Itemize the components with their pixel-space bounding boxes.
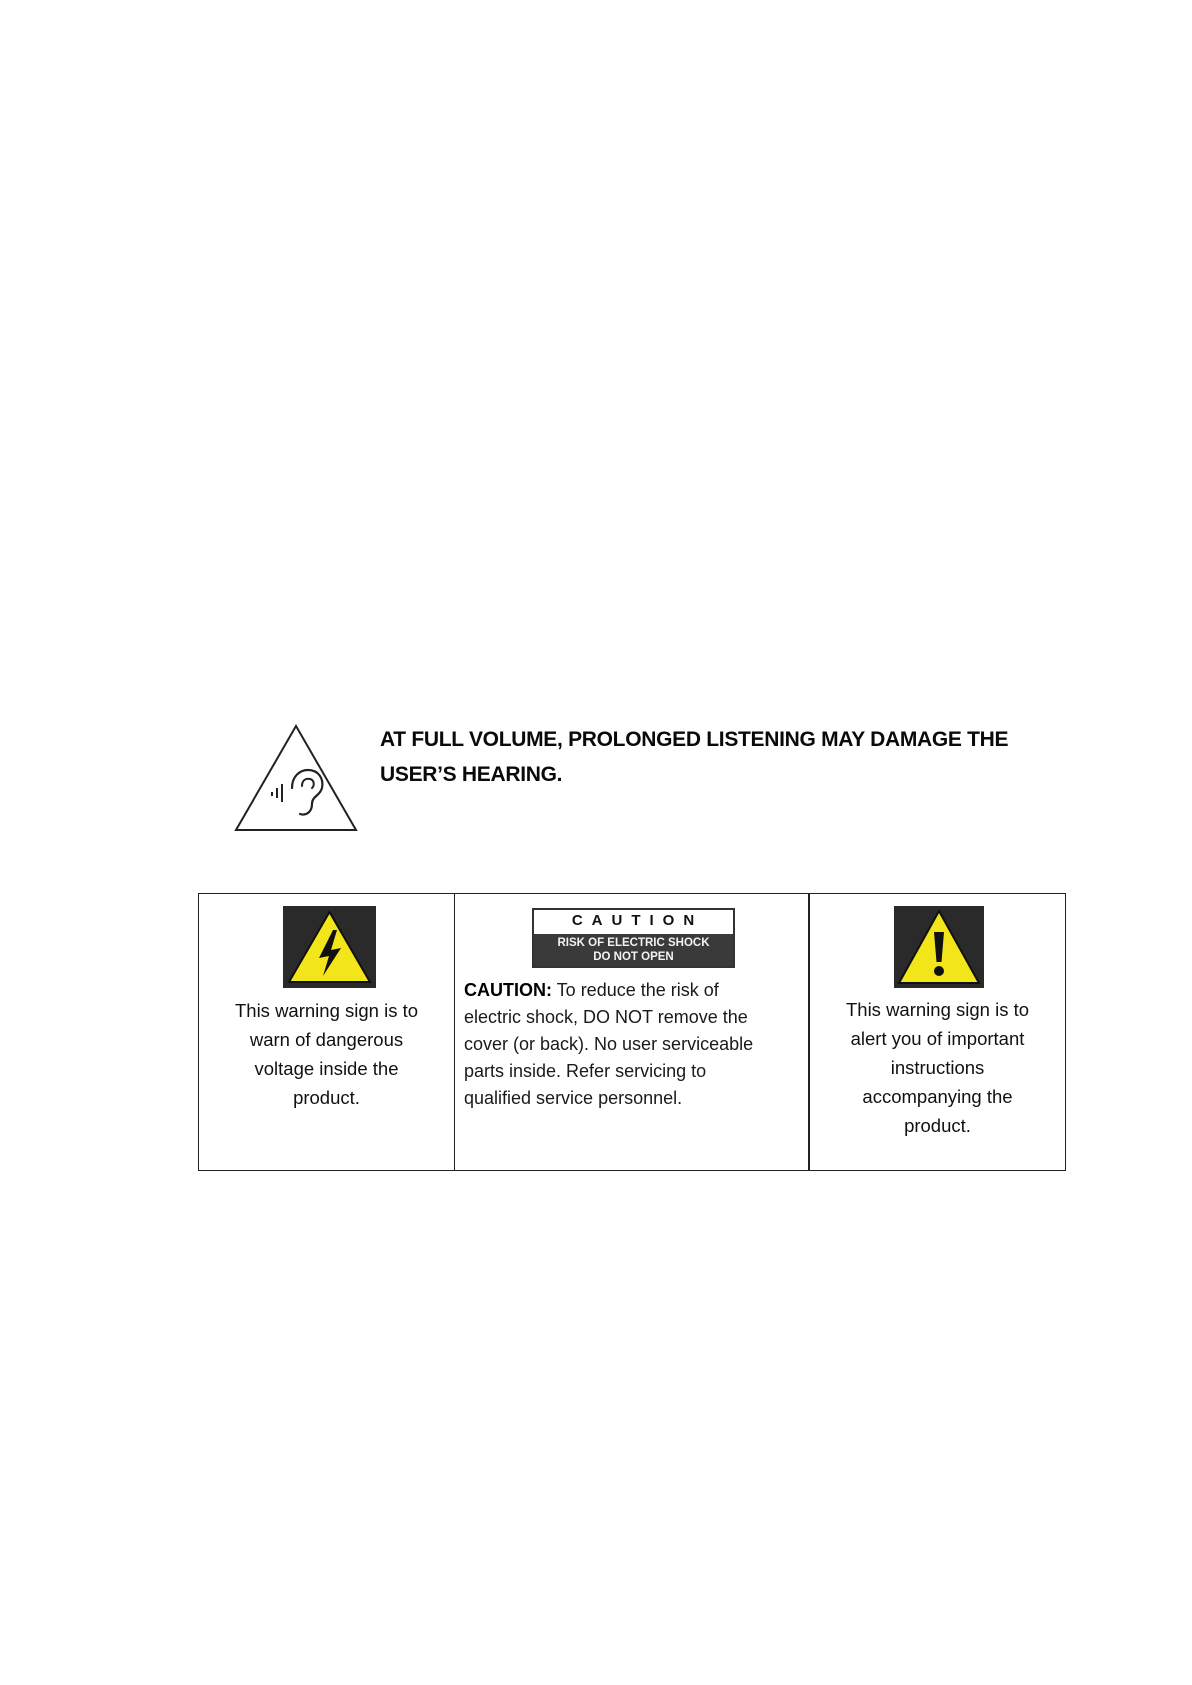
dangerous-voltage-line: voltage inside the: [254, 1058, 399, 1079]
lightning-bolt-triangle-icon: [283, 906, 376, 988]
caution-text-line: [464, 977, 804, 1004]
dangerous-voltage-cell: [199, 894, 455, 1170]
caution-label-title: CAUTION: [571, 912, 704, 929]
important-instructions-line: This warning sign is to: [845, 999, 1030, 1020]
caution-label: [532, 908, 735, 968]
important-instructions-line: accompanying the: [862, 1086, 1013, 1107]
important-instructions-line: alert you of important: [850, 1028, 1025, 1049]
important-instructions-cell: [810, 894, 1065, 1170]
dangerous-voltage-line: This warning sign is to: [234, 1000, 419, 1021]
caution-text: [464, 977, 804, 1112]
important-instructions-text: [810, 995, 1065, 1140]
exclamation-triangle-icon: [894, 906, 984, 988]
hearing-warning-text: [380, 722, 1080, 792]
caution-text-rest: To reduce the risk of: [552, 980, 719, 1000]
dangerous-voltage-text: [199, 996, 454, 1112]
caution-band-line: RISK OF ELECTRIC SHOCK: [557, 937, 710, 949]
caution-band-line: DO NOT OPEN: [593, 951, 674, 963]
hearing-warning-line-2: USER’S HEARING.: [380, 763, 563, 786]
caution-text-line: electric shock, DO NOT remove the: [464, 1007, 748, 1027]
caution-label-band: [534, 934, 733, 966]
important-instructions-line: instructions: [890, 1057, 985, 1078]
hearing-warning-line-1: AT FULL VOLUME, PROLONGED LISTENING MAY DAMAGE THE: [380, 728, 1009, 751]
caution-text-line: qualified service personnel.: [464, 1088, 683, 1108]
dangerous-voltage-line: product.: [293, 1087, 360, 1108]
caution-lead: CAUTION:: [464, 980, 552, 1000]
caution-cell: [455, 894, 810, 1170]
important-instructions-line: product.: [904, 1115, 971, 1136]
caution-text-line: parts inside. Refer servicing to: [464, 1061, 707, 1081]
hearing-warning-icon: [232, 722, 360, 834]
dangerous-voltage-line: warn of dangerous: [249, 1029, 404, 1050]
warning-signs-table: [198, 893, 1066, 1171]
caution-text-line: cover (or back). No user serviceable: [464, 1034, 754, 1054]
